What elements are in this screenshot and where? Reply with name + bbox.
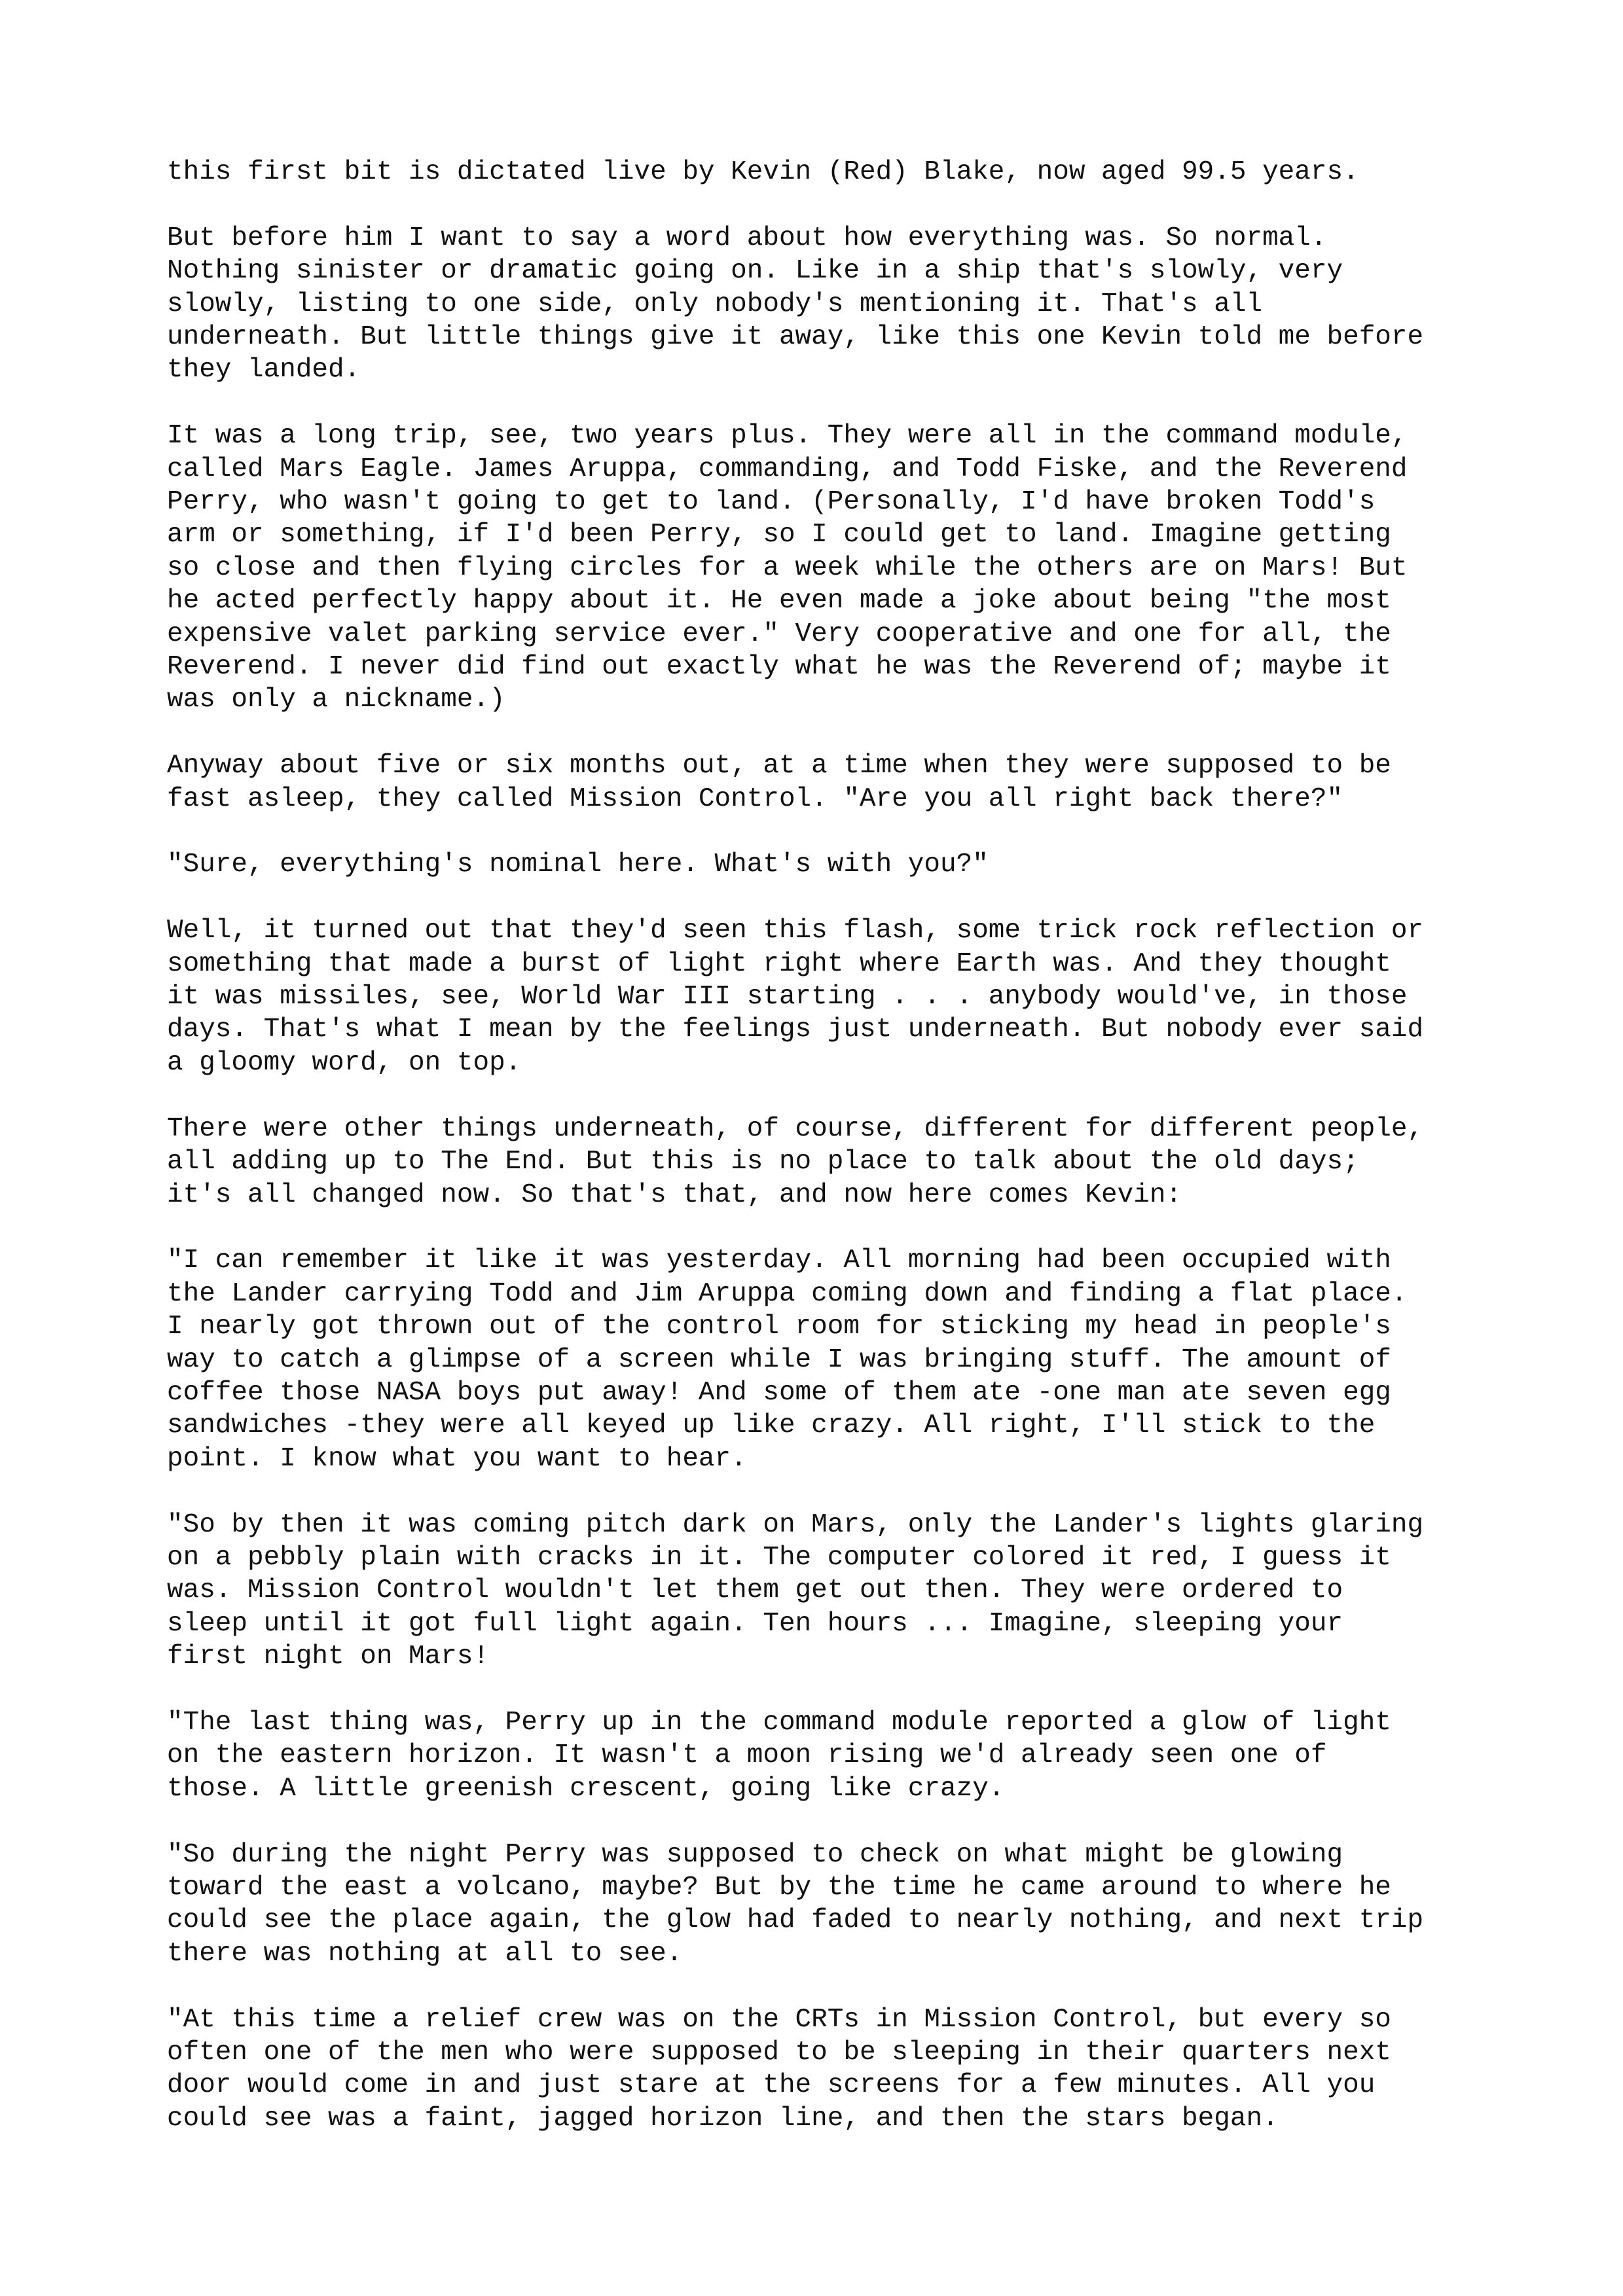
paragraph-10 <box>167 1706 1476 1805</box>
text-line: door would come in and just stare at the screens for a few minutes. All you <box>167 2070 1376 2101</box>
text-line: sandwiches -they were all keyed up like crazy. All right, I'll stick to the <box>167 1410 1376 1441</box>
text-line: "At this time a relief crew was on the CRTs in Mission Control, but every so <box>167 2004 1391 2035</box>
paragraph-7 <box>167 1113 1476 1211</box>
paragraph-4 <box>167 749 1476 816</box>
paragraph-12 <box>167 2003 1476 2136</box>
paragraph-8 <box>167 1244 1476 1475</box>
text-line: they landed. <box>167 355 361 386</box>
text-line: "The last thing was, Perry up in the command module reported a glow of light <box>167 1707 1391 1738</box>
text-line: toward the east a volcano, maybe? But by the time he came around to where he <box>167 1872 1391 1903</box>
paragraph-3 <box>167 420 1476 717</box>
text-line: was only a nickname.) <box>167 685 505 715</box>
text-line: could see was a faint, jagged horizon line, and then the stars began. <box>167 2103 1279 2134</box>
text-line: a gloomy word, on top. <box>167 1047 522 1078</box>
text-line: it's all changed now. So that's that, and now here comes Kevin: <box>167 1179 1182 1210</box>
text-line: Well, it turned out that they'd seen this flash, some trick rock reflection or <box>167 916 1424 946</box>
text-line: on a pebbly plain with cracks in it. The computer colored it red, I guess it <box>167 1542 1391 1573</box>
text-line: Anyway about five or six months out, at a time when they were supposed to be <box>167 751 1391 781</box>
text-line: expensive valet parking service ever." Very cooperative and one for all, the <box>167 619 1391 649</box>
text-line: something that made a burst of light right where Earth was. And they thought <box>167 948 1391 979</box>
text-line: the Lander carrying Todd and Jim Aruppa coming down and finding a flat place. <box>167 1278 1408 1309</box>
text-line: "I can remember it like it was yesterday. All morning had been occupied with <box>167 1246 1391 1276</box>
text-line: "So by then it was coming pitch dark on Mars, only the Lander's lights glaring <box>167 1509 1424 1540</box>
paragraph-11 <box>167 1839 1476 1971</box>
text-line: he acted perfectly happy about it. He even made a joke about being "the most <box>167 586 1391 617</box>
text-line: underneath. But little things give it away, like this one Kevin told me before <box>167 322 1424 353</box>
text-line: often one of the men who were supposed to be sleeping in their quarters next <box>167 2037 1391 2068</box>
text-line: sleep until it got full light again. Ten hours ... Imagine, sleeping your <box>167 1608 1343 1639</box>
text-line: But before him I want to say a word about how everything was. So normal. <box>167 223 1327 253</box>
paragraph-9 <box>167 1509 1476 1674</box>
text-line: first night on Mars! <box>167 1641 490 1672</box>
text-line: fast asleep, they called Mission Control. "Are you all right back there?" <box>167 783 1343 814</box>
text-line: I nearly got thrown out of the control room for sticking my head in people's <box>167 1312 1391 1342</box>
text-line: could see the place again, the glow had faded to nearly nothing, and next trip <box>167 1905 1424 1936</box>
paragraph-1 <box>167 156 1476 188</box>
text-line: arm or something, if I'd been Perry, so I could get to land. Imagine getting <box>167 520 1391 550</box>
text-line: it was missiles, see, World War III starting . . . anybody would've, in those <box>167 982 1408 1013</box>
text-line: on the eastern horizon. It wasn't a moon rising we'd already seen one of <box>167 1740 1327 1771</box>
text-line: Perry, who wasn't going to get to land. (Personally, I'd have broken Todd's <box>167 487 1376 518</box>
text-line: called Mars Eagle. James Aruppa, commanding, and Todd Fiske, and the Reverend <box>167 454 1408 484</box>
text-line: There were other things underneath, of course, different for different people, <box>167 1113 1424 1144</box>
text-line: coffee those NASA boys put away! And some of them ate -one man ate seven egg <box>167 1377 1391 1408</box>
text-line: those. A little greenish crescent, going like crazy. <box>167 1773 1005 1804</box>
text-line: so close and then flying circles for a week while the others are on Mars! But <box>167 552 1408 583</box>
text-line: days. That's what I mean by the feelings just underneath. But nobody ever said <box>167 1014 1424 1045</box>
text-line: Reverend. I never did find out exactly what he was the Reverend of; maybe it <box>167 652 1391 683</box>
text-line: "Sure, everything's nominal here. What's with you?" <box>167 850 989 880</box>
paragraph-6 <box>167 914 1476 1079</box>
text-line: slowly, listing to one side, only nobody's mentioning it. That's all <box>167 289 1263 319</box>
text-line: "So during the night Perry was supposed to check on what might be glowing <box>167 1839 1343 1870</box>
text-line: way to catch a glimpse of a screen while I was bringing stuff. The amount of <box>167 1344 1391 1375</box>
text-line: all adding up to The End. But this is no place to talk about the old days; <box>167 1147 1359 1177</box>
text-line: point. I know what you want to hear. <box>167 1443 747 1474</box>
text-line: this first bit is dictated live by Kevin (Red) Blake, now aged 99.5 years. <box>167 157 1359 187</box>
document-page <box>167 156 1476 2168</box>
text-line: Nothing sinister or dramatic going on. Like in a ship that's slowly, very <box>167 256 1343 287</box>
text-line: there was nothing at all to see. <box>167 1938 683 1969</box>
text-line: was. Mission Control wouldn't let them get out then. They were ordered to <box>167 1575 1343 1606</box>
paragraph-5 <box>167 848 1476 881</box>
text-line: It was a long trip, see, two years plus. They were all in the command module, <box>167 421 1408 452</box>
paragraph-2 <box>167 222 1476 387</box>
